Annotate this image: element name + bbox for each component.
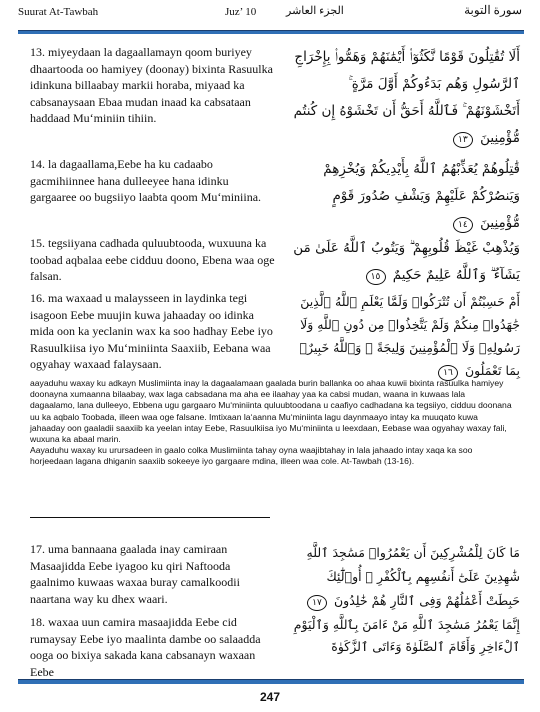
page-number: 247 xyxy=(259,690,281,704)
ayah-number-marker: ١٣ xyxy=(453,132,473,148)
page-header xyxy=(0,0,540,36)
header-rule xyxy=(18,30,524,34)
verse-arabic-text: أَلَا تُقَٰتِلُونَ قَوْمًا نَّكَثُوٓا۟ أَيْمَٰنَهُمْ وَهَمُّوا۟ بِإِخْرَاجِ ٱلرَّسُولِ وَهُم بَدَءُوكُمْ أَوَّلَ مَرَّةٍ ۚ أَتَخْشَوْنَهُمْ ۚ فَٱللَّهُ أَحَقُّ أَن تَخْشَوْهُ إِن كُنتُم مُّؤْمِنِينَ xyxy=(293,49,520,146)
verse-arabic xyxy=(292,156,520,237)
juz-label-latin: Juz’ 10 xyxy=(225,6,257,18)
verse-15 xyxy=(30,235,520,287)
juz-label-arabic: الجزء العاشر xyxy=(286,5,344,17)
ayah-number-marker: ١٥ xyxy=(366,269,386,285)
verse-arabic-text: أَمْ حَسِبْتُمْ أَن تُتْرَكُوا۟ وَلَمَّا يَعْلَمِ ٱللَّهُ ٱلَّذِينَ جَٰهَدُوا۟ مِنكُمْ وَلَمْ يَتَّخِذُوا۟ مِن دُونِ ٱللَّهِ وَلَا رَسُولِهِۦ وَلَا ٱلْمُؤْمِنِينَ وَلِيجَةً ۚ وَٱللَّهُ خَبِيرٌۢ بِمَا تَعْمَلُونَ xyxy=(299,294,520,378)
surah-name-arabic: سورة التوبة xyxy=(464,3,522,17)
verse-translation: 13. miyeydaan la dagaallamayn qoom buriyey dhaartooda oo hamiyey (doonay) bixinta Rasuulka idinkuna billaabay markii horaba, miyaad ka cabsanaysaan Ebaa mudan inaad ka cabsataan haddaad Mu‘miniin tihiin. xyxy=(30,45,273,125)
footer-rule xyxy=(18,679,524,684)
verse-translation: 15. tegsiiyana cadhada quluubtooda, wuxuuna ka toobad aqbalaa eebe cidduu doono, Ebena waa oge falsan. xyxy=(30,236,275,283)
ayah-number-marker: ١٤ xyxy=(453,217,473,233)
verse-18 xyxy=(30,614,520,679)
verse-arabic-text: قَٰتِلُوهُمْ يُعَذِّبْهُمُ ٱللَّهُ بِأَيْدِيكُمْ وَيُخْزِهِمْ وَيَنصُرْكُمْ عَلَيْهِمْ وَيَشْفِ صُدُورَ قَوْمٍ مُّؤْمِنِينَ xyxy=(323,161,520,231)
verse-16 xyxy=(30,290,520,376)
verse-arabic xyxy=(292,44,520,152)
commentary-paragraph: aayaduhu waxay ku adkayn Muslimiinta inay la dagaalamaan gaalada burin ballanka oo ahaa kuwii bixinta rasuulka hamiyey doonayna xumaanna bilaabay, wax laga cabsadana ma aha ee ilaahay yaa ka cabsi mudan, waana in kuwaas lala dagaalamo, lana dulleeyo, Ebbena ugu gargaaro Mu‘miniinta quluubtoodana u caafiyo cadhadana ka tegsiiyo, cidduu doonana uu ka aqbalo Toobada, illeen waa oge falsane. Imtixaan la‘aanna Mu‘miniinta lagu daynmaayo intay ka muuqato kuwa jahaaday oon gaaladii saaxiib ka yeelan intay Eebe, Rasuulkiisa iyo Mu‘miniinta u leexdaan, Eebase waa ogyahay waxay fali, wuxuna ka abaal marin. xyxy=(30,378,512,445)
verse-arabic-text: وَيُذْهِبْ غَيْظَ قُلُوبِهِمْ ۗ وَيَتُوبُ ٱللَّهُ عَلَىٰ مَن يَشَآءُ ۗ وَٱللَّهُ عَلِيمٌ حَكِيمٌ xyxy=(293,240,520,283)
commentary-paragraph: Aayaduhu waxay ku urursadeen in gaalo colka Muslimiinta tahay oyna waajibtahay in lala jahaado intay xaqa ka soo horjeedaan lagana dhiganin saaxiib sokeeye iyo gargaare mdina, illeen waa cole. At-Tawbah (13-16). xyxy=(30,445,473,467)
verse-17 xyxy=(30,541,520,613)
verse-arabic xyxy=(292,614,520,658)
verse-arabic xyxy=(292,290,520,382)
verse-13 xyxy=(30,44,520,154)
verse-arabic-text: إِنَّمَا يَعْمُرُ مَسَٰجِدَ ٱللَّهِ مَنْ ءَامَنَ بِٱللَّهِ وَٱلْيَوْمِ ٱلْءَاخِرِ وَأَقَامَ ٱلصَّلَوٰةَ وَءَاتَى ٱلزَّكَوٰةَ xyxy=(293,617,520,654)
verse-arabic xyxy=(292,235,520,289)
verse-arabic-text: مَا كَانَ لِلْمُشْرِكِينَ أَن يَعْمُرُوا۟ مَسَٰجِدَ ٱللَّهِ شَٰهِدِينَ عَلَىٰٓ أَنفُسِهِم بِٱلْكُفْرِ ۚ أُو۟لَٰٓئِكَ حَبِطَتْ أَعْمَٰلُهُمْ وَفِى ٱلنَّارِ هُمْ خَٰلِدُونَ xyxy=(306,545,520,608)
verse-translation: 16. ma waxaad u malaysseen in laydinka tegi isagoon Eebe muujin kuwa jahaaday oo idinka mida oon ka yeclanin wax ka soo hadhay Eebe iyo Rasuulkiisa iyo Mu‘miniinta Saaxiib, Eebana waa ogyahay waxaad falaysaan. xyxy=(30,291,273,371)
verse-translation: 17. uma bannaana gaalada inay camiraan Masaajidda Eebe iyagoo ku qiri Naftooda gaalnimo kuwaas waxaa buray camalkoodii naartana way ku dhex waari. xyxy=(30,542,240,606)
commentary xyxy=(30,378,512,468)
verse-14 xyxy=(30,156,520,232)
ayah-number-marker: ١٦ xyxy=(438,365,458,381)
verse-translation: 18. waxaa uun camira masaajidda Eebe cid rumaysay Eebe iyo maalinta dambe oo salaadda ooga oo bixiya sakada kana cabsanayn waxaan Eebe xyxy=(30,615,261,679)
ayah-number-marker: ١٧ xyxy=(307,595,327,611)
verse-arabic xyxy=(292,541,520,613)
surah-name-latin: Suurat At-Tawbah xyxy=(18,6,99,18)
section-divider xyxy=(30,517,270,518)
verse-translation: 14. la dagaallama,Eebe ha ku cadaabo gacmihiinnee hana dulleeyee hana idinku gargaaree oo bugsiiyo laabta qoom Mu‘miniina. xyxy=(30,157,262,204)
